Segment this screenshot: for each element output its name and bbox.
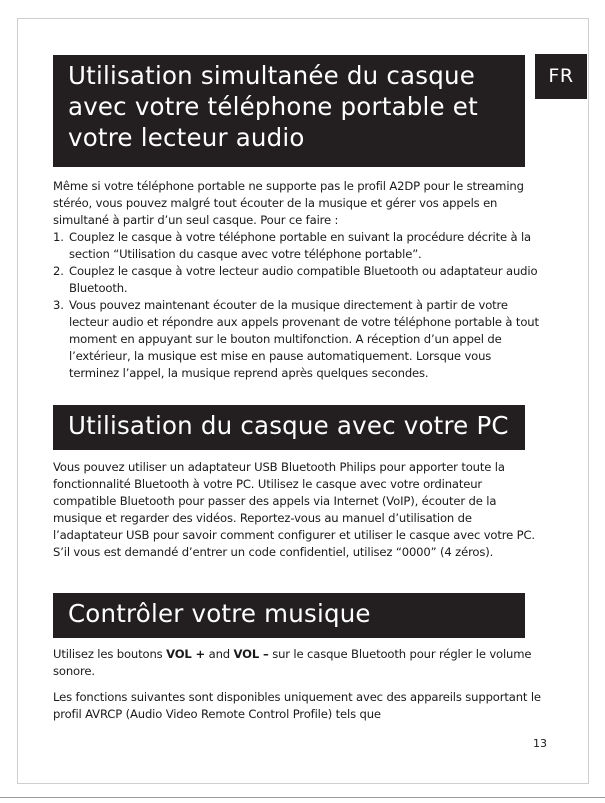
section-heading-pc-use: Utilisation du casque avec votre PC — [53, 405, 525, 450]
step-text: Couplez le casque à votre lecteur audio compatible Bluetooth ou adaptateur audio Bluetooth. — [69, 264, 538, 295]
section1-steps-list — [53, 229, 543, 382]
vol-minus-label: VOL – — [233, 647, 269, 661]
language-tab: FR — [535, 54, 587, 99]
step-number: 1. — [53, 230, 64, 244]
list-item — [53, 229, 543, 263]
volume-text-before: Utilisez les boutons — [53, 647, 167, 661]
page-number: 13 — [533, 737, 547, 750]
section1-intro-paragraph: Même si votre téléphone portable ne supporte pas le profil A2DP pour le streaming stéréo, vous pouvez malgré tout écouter de la musique et gérer vos appels en simultané à partir d’un seul casque. Pour ce faire : — [53, 179, 524, 227]
section3-volume-paragraph — [53, 646, 541, 680]
step-number: 3. — [53, 298, 64, 312]
volume-text-after: sur le casque Bluetooth pour régler le volume sonore. — [53, 647, 532, 678]
step-text: Couplez le casque à votre téléphone portable en suivant la procédure décrite à la section “Utilisation du casque avec votre téléphone portable”. — [69, 230, 532, 261]
step-number: 2. — [53, 264, 64, 278]
section3-avrcp-paragraph: Les fonctions suivantes sont disponibles uniquement avec des appareils supportant le profil AVRCP (Audio Video Remote Control Profile) tels que — [53, 690, 541, 721]
volume-text-and: and — [205, 647, 234, 661]
section-heading-simultaneous-use: Utilisation simultanée du casque avec votre téléphone portable et votre lecteur audio — [53, 55, 525, 167]
bottom-divider — [0, 797, 605, 798]
section2-body-paragraph: Vous pouvez utiliser un adaptateur USB Bluetooth Philips pour apporter toute la fonctionnalité Bluetooth à votre PC. Utilisez le casque avec votre ordinateur compatible Bluetooth pour passer des appels via Internet (VoIP), écouter de la musique et regarder des vidéos. Reportez-vous au manuel d’utilisation de l’adaptateur USB pour savoir comment configurer et utiliser le casque avec votre PC. S’il vous est demandé d’entrer un code confidentiel, utilisez “0000” (4 zéros). — [53, 460, 535, 559]
list-item — [53, 263, 543, 297]
section-heading-music-control: Contrôler votre musique — [53, 593, 525, 638]
list-item — [53, 297, 543, 382]
step-text: Vous pouvez maintenant écouter de la musique directement à partir de votre lecteur audio et répondre aux appels provenant de votre téléphone portable à tout moment en appuyant sur le bouton multifonction. A réception d’un appel de l’extérieur, la musique est mise en pause automatiquement. Lorsque vous terminez l’appel, la musique reprend après quelques secondes. — [69, 298, 539, 380]
vol-plus-label: VOL + — [166, 647, 206, 661]
